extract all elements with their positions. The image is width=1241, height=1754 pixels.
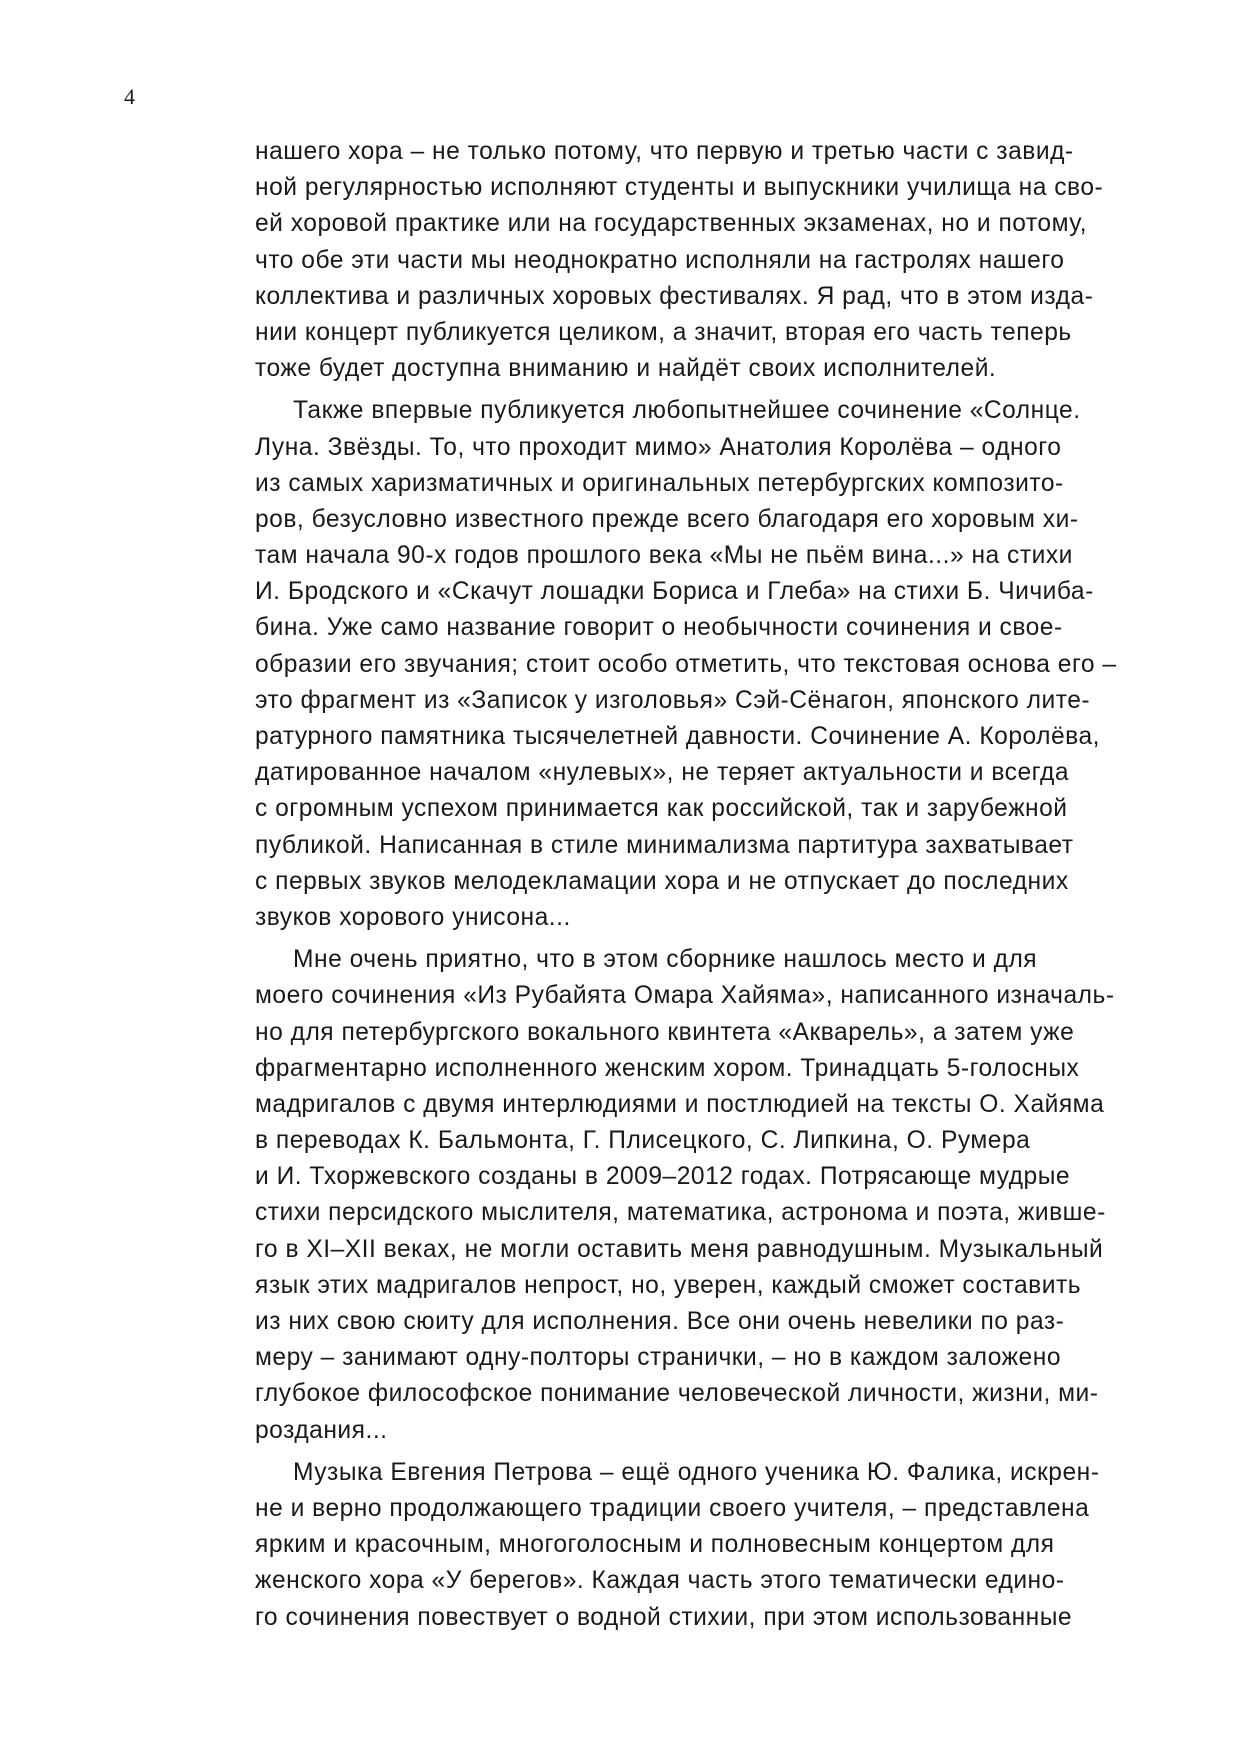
text-line: но для петербургского вокального квинтета «Акварель», а затем уже (255, 1018, 1075, 1046)
text-line: ярким и красочным, многоголосным и полновесным концертом для (255, 1531, 1055, 1559)
text-line: ной регулярностью исполняют студенты и выпускники училища на сво- (255, 174, 1104, 202)
text-line: го сочинения повествует о водной стихии, при этом использованные (255, 1603, 1073, 1631)
text-line: с огромным успехом принимается как российской, так и зарубежной (255, 795, 1068, 823)
text-line: И. Бродского и «Скачут лошадки Бориса и Глеба» на стихи Б. Чичиба- (255, 578, 1094, 606)
text-line: глубокое философское понимание человеческой личности, жизни, ми- (255, 1380, 1099, 1408)
text-line: публикой. Написанная в стиле минимализма партитура захватывает (255, 831, 1074, 859)
text-line: женского хора «У берегов». Каждая часть этого тематически едино- (255, 1567, 1065, 1595)
text-line: меру – занимают одну-полторы странички, – но в каждом заложено (255, 1344, 1061, 1372)
text-line: там начала 90-х годов прошлого века «Мы не пьём вина...» на стихи (255, 542, 1073, 570)
text-line: Также впервые публикуется любопытнейшее сочинение «Солнце. (293, 397, 1081, 425)
text-line: роздания... (255, 1416, 388, 1444)
text-line: и И. Тхоржевского созданы в 2009–2012 годах. Потрясающе мудрые (255, 1163, 1071, 1191)
page-number: 4 (124, 84, 135, 109)
text-line: это фрагмент из «Записок у изголовья» Сэй-Сёнагон, японского лите- (255, 686, 1091, 714)
text-line: Музыка Евгения Петрова – ещё одного ученика Ю. Фалика, искрен- (293, 1458, 1100, 1486)
text-line: стихи персидского мыслителя, математика, астронома и поэта, живше- (255, 1199, 1106, 1227)
text-line: что обе эти части мы неоднократно исполняли на гастролях нашего (255, 246, 1065, 274)
paragraph-4 (255, 1455, 1100, 1636)
text-line: образии его звучания; стоит особо отметить, что текстовая основа его – (255, 650, 1117, 678)
text-line: нии концерт публикуется целиком, а значит, вторая его часть теперь (255, 318, 1072, 346)
text-line: тоже будет доступна вниманию и найдёт своих исполнителей. (255, 355, 997, 383)
text-line: ратурного памятника тысячелетней давности. Сочинение А. Королёва, (255, 723, 1100, 750)
text-line: с первых звуков мелодекламации хора и не отпускает до последних (255, 867, 1069, 895)
text-line: ей хоровой практике или на государственных экзаменах, но и потому, (255, 210, 1087, 238)
text-line: датированное началом «нулевых», не теряет актуальности и всегда (255, 759, 1070, 787)
text-line: мадригалов с двумя интерлюдиями и постлюдией на тексты О. Хайяма (255, 1090, 1105, 1118)
text-line: Мне очень приятно, что в этом сборнике нашлось место и для (293, 946, 1038, 974)
text-line: бина. Уже само название говорит о необычности сочинения и свое- (255, 614, 1063, 642)
paragraph-2 (255, 393, 1117, 936)
text-line: звуков хорового унисона... (255, 903, 571, 931)
text-line: не и верно продолжающего традиции своего учителя, – представлена (255, 1494, 1090, 1522)
text-line: коллектива и различных хоровых фестивалях. Я рад, что в этом изда- (255, 282, 1094, 310)
paragraph-3 (255, 942, 1115, 1449)
text-line: из самых харизматичных и оригинальных петербургских композито- (255, 469, 1064, 497)
text-line: моего сочинения «Из Рубайята Омара Хайяма», написанного изначаль- (255, 982, 1115, 1010)
text-line: нашего хора – не только потому, что первую и третью части с завид- (255, 138, 1074, 165)
text-line: Луна. Звёзды. То, что проходит мимо» Анатолия Королёва – одного (255, 433, 1062, 461)
text-line: из них свою сюиту для исполнения. Все они очень невелики по раз- (255, 1308, 1065, 1335)
text-line: язык этих мадригалов непрост, но, уверен, каждый сможет составить (255, 1271, 1082, 1299)
body-text (255, 134, 1117, 1642)
text-line: ров, безусловно известного прежде всего благодаря его хоровым хи- (255, 505, 1079, 533)
text-line: фрагментарно исполненного женским хором. Тринадцать 5-голосных (255, 1054, 1080, 1082)
text-line: го в XI–XII веках, не могли оставить меня равнодушным. Музыкальный (255, 1235, 1104, 1263)
text-line: в переводах К. Бальмонта, Г. Плисецкого, С. Липкина, О. Румера (255, 1127, 1031, 1155)
paragraph-1 (255, 134, 1104, 387)
